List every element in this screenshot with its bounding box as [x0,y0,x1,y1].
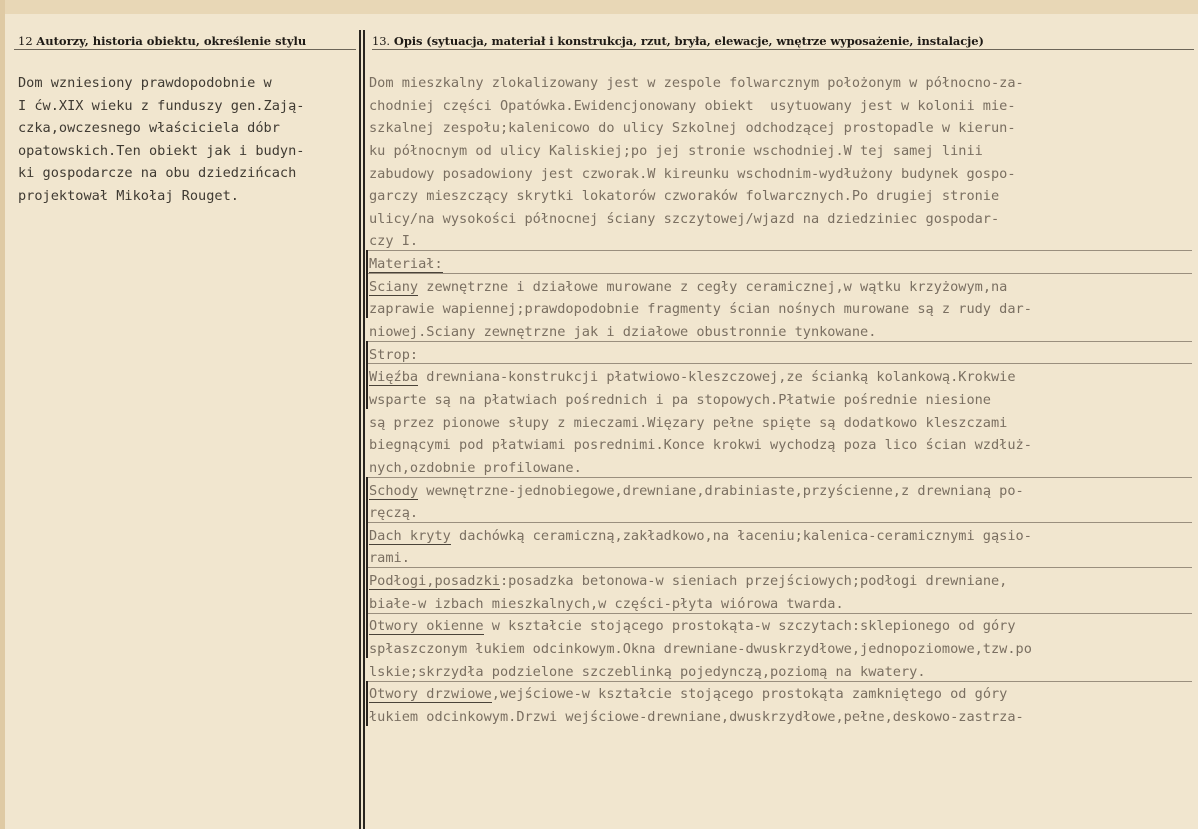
description-text-span: lskie;skrzydła podzielone szczeblinką pojedynczą,poziomą na kwatery. [369,663,926,680]
description-line [369,298,1191,321]
ruled-line [366,341,1192,342]
description-text-span: Dom mieszkalny zlokalizowany jest w zespole folwarcznym położonym w północno-za- [369,75,1024,91]
ruled-line [366,681,1192,682]
left-section-number: 12 [18,34,33,48]
section-label: Strop: [369,346,419,363]
description-text-span: szkalnej zespołu;kalenicowo do ulicy Szkolnej odchodzącej prostopadle w kierun- [369,120,1016,137]
description-line [369,366,1191,389]
description-text-span: niowej.Sciany zewnętrzne jak i działowe obustronnie tynkowane. [369,324,877,341]
description-text-span: ku północnym od ulicy Kaliskiej;po jej stronie wschodniej.W tej samej linii [369,142,983,159]
ruled-line [366,250,1192,251]
description-text-span: :posadzka betonowa-w sieniach przejściowych;podłogi drewniane, [499,573,1008,590]
section-label: Schody [369,482,419,499]
description-line [369,638,1191,661]
left-text-line: czka,owczesnego właściciela dóbr [18,120,280,136]
ruled-line [366,613,1192,614]
right-section-number: 13. [372,34,390,48]
description-line [369,185,1191,208]
description-text-span: drewniana-konstrukcji płatwiowo-kleszczowej,ze ścianką kolankową.Krokwie [418,369,1016,386]
description-text-span: garczy mieszczący skrytki lokatorów czworaków folwarcznych.Po drugiej stronie [369,188,1000,205]
description-text-span: spłaszczonym łukiem odcinkowym.Okna drewniane-dwuskrzydłowe,jednopoziomowe,tzw.po [369,641,1032,658]
column-divider [359,30,361,829]
left-text-line: projektował Mikołaj Rouget. [18,187,239,204]
description-line [369,117,1191,140]
description-text-span: łukiem odcinkowym.Drzwi wejściowe-drewniane,dwuskrzydłowe,pełne,deskowo-zastrza- [369,708,1024,725]
scan-edge-left [0,0,5,829]
description-text-span: zewnętrzne i działowe murowane z cegły ceramicznej,w wątku krzyżowym,na [418,278,1008,295]
left-text-line: ki gospodarcze na obu dziedzińcach [18,165,297,181]
description-line [369,163,1191,186]
right-header-rule [372,49,1194,50]
label-margin-mark [366,363,368,408]
description-line [369,706,1191,729]
description-text-span: wewnętrzne-jednobiegowe,drewniane,drabiniaste,przyścienne,z drewnianą po- [418,482,1024,499]
description-text [369,72,1191,729]
description-text-span: zaprawie wapiennej;prawdopodobnie fragmenty ścian nośnych murowane są z rudy dar- [369,301,1032,318]
description-line [369,683,1191,706]
column-divider-second [363,30,365,829]
description-line [369,140,1191,163]
label-margin-mark [366,522,368,567]
description-line [369,276,1191,299]
description-line [369,525,1191,548]
authors-history-text [18,72,358,207]
section-label: Otwory drzwiowe [369,686,492,703]
label-margin-mark [366,273,368,318]
description-text-span: białe-w izbach mieszkalnych,w części-płyta wiórowa twarda. [369,595,844,612]
description-text-span: w kształcie stojącego prostokąta-w szczytach:sklepionego od góry [483,618,1016,635]
description-line [369,72,1191,95]
description-text-span: ulicy/na wysokości północnej ściany szczytowej/wjazd na dziedziniec gospodar- [369,210,1000,227]
label-margin-mark [366,613,368,658]
label-margin-mark [366,681,368,726]
label-margin-mark [366,567,368,612]
description-text-span: zabudowy posadowiony jest czworak.W kireunku wschodnim-wydłużony budynek gospo- [369,165,1016,182]
left-text-line: Dom wzniesiony prawdopodobnie w [18,75,272,91]
section-label: Materiał: [369,256,443,273]
description-text-span: biegnącymi pod płatwiami posrednimi.Konce krokwi wychodzą poza lico ścian wzdłuż- [369,437,1032,454]
description-line [369,480,1191,503]
ruled-line [366,567,1192,568]
section-label: Podłogi,posadzki [369,573,500,590]
description-line [369,412,1191,435]
section-label: Otwory okienne [369,618,484,635]
left-header-rule [14,49,356,50]
scan-edge-top [0,0,1198,14]
right-section-title: Opis (sytuacja, materiał i konstrukcja, rzut, bryła, elewacje, wnętrze wyposażenie, instalacje) [393,34,984,48]
left-text-line: I ćw.XIX wieku z funduszy gen.Zają- [18,97,305,114]
description-text-span: nych,ozdobnie profilowane. [369,459,582,476]
left-section-title: Autorzy, historia obiektu, określenie stylu [36,34,307,48]
description-text-span: chodniej części Opatówka.Ewidencjonowany obiekt usytuowany jest w kolonii mie- [369,97,1016,114]
description-line [369,434,1191,457]
description-text-span: ręczą. [369,505,419,522]
description-line [369,95,1191,118]
description-text-span: dachówką ceramiczną,zakładkowo,na łaceniu;kalenica-ceramicznymi gąsio- [450,527,1032,544]
description-text-span: ,wejściowe-w kształcie stojącego prostokąta zamkniętego od góry [491,686,1008,703]
description-text-span: rami. [369,550,410,567]
description-line [369,389,1191,412]
ruled-line [366,522,1192,523]
ruled-line [366,273,1192,274]
description-text-span: czy I. [369,233,419,250]
left-text-line: opatowskich.Ten obiekt jak i budyn- [18,142,305,159]
description-line [369,208,1191,231]
label-margin-mark [366,477,368,522]
right-section-header [372,34,984,48]
section-label: Więźba [369,369,419,386]
description-line [369,615,1191,638]
ruled-line [366,363,1192,364]
description-line [369,570,1191,593]
description-text-span: wsparte są na płatwiach pośrednich i pa stopowych.Płatwie pośrednie niesione [369,391,991,408]
left-section-header [18,34,306,48]
ruled-line [366,477,1192,478]
section-label: Dach kryty [369,527,451,544]
description-text-span: są przez pionowe słupy z mieczami.Więzary pełne spięte są dodatkowo kleszczami [369,414,1008,431]
section-label: Sciany [369,278,419,295]
